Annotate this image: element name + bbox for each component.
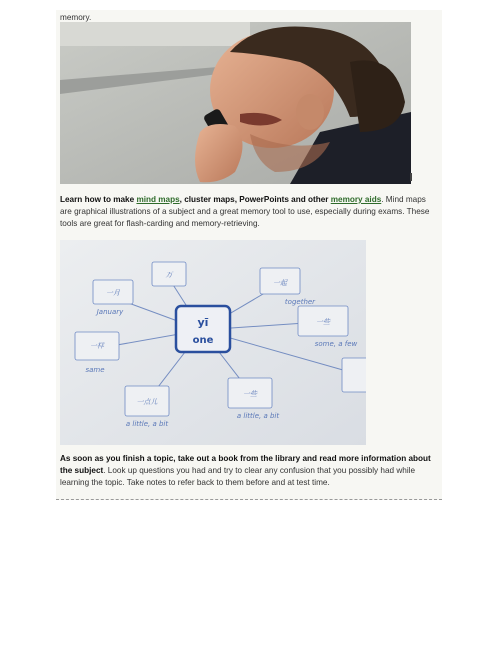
node-5-top: 一些 [316,318,330,326]
p2-rest: . Look up questions you had and try to clear any confusion that you possibly had while learning the topic. Take notes to refer back to them before and at test time. [60,466,416,487]
center-hanzi: yī [197,316,209,329]
mind-maps-link[interactable]: mind maps [136,195,180,204]
node-7-bottom: a little, a bit [236,412,280,420]
mind-map-photo [60,240,366,445]
center-word: one [192,335,214,346]
dashed-divider [56,499,442,500]
memory-aids-link[interactable]: memory aids [330,195,382,204]
node-4-bottom: same [85,366,105,374]
node-2-top: 万 [165,271,173,279]
node-3-top: 一起 [273,279,287,287]
paragraph-mind-maps [60,194,438,230]
top-text-fragment: memory. [60,13,92,22]
node-3-bottom: together [284,298,316,306]
p1-rest: . Mind maps are graphical illustrations of a subject and a great memory tool to use, especially during exams. These tools are great for flash-carding and memory-retrieving. [60,195,430,228]
p2-bold: As soon as you finish a topic, take out a book from the library and read more information about the subject [60,454,431,475]
node-1-bottom: January [96,308,124,316]
p1-bold-1: Learn how to make [60,195,137,204]
man-on-phone-photo [60,22,411,184]
node-5-bottom: some, a few [314,340,358,348]
node-1-top: 一月 [106,289,120,297]
document-page [56,10,442,500]
paragraph-library [60,453,438,489]
node-4-top: 一样 [90,342,104,350]
node-6-top: 一点儿 [136,398,158,406]
image-edge-marker [410,173,412,181]
node-7-top: 一些 [243,390,257,398]
p1-bold-2: , cluster maps, PowerPoints and other [179,195,331,204]
node-6-bottom: a little, a bit [125,420,169,428]
